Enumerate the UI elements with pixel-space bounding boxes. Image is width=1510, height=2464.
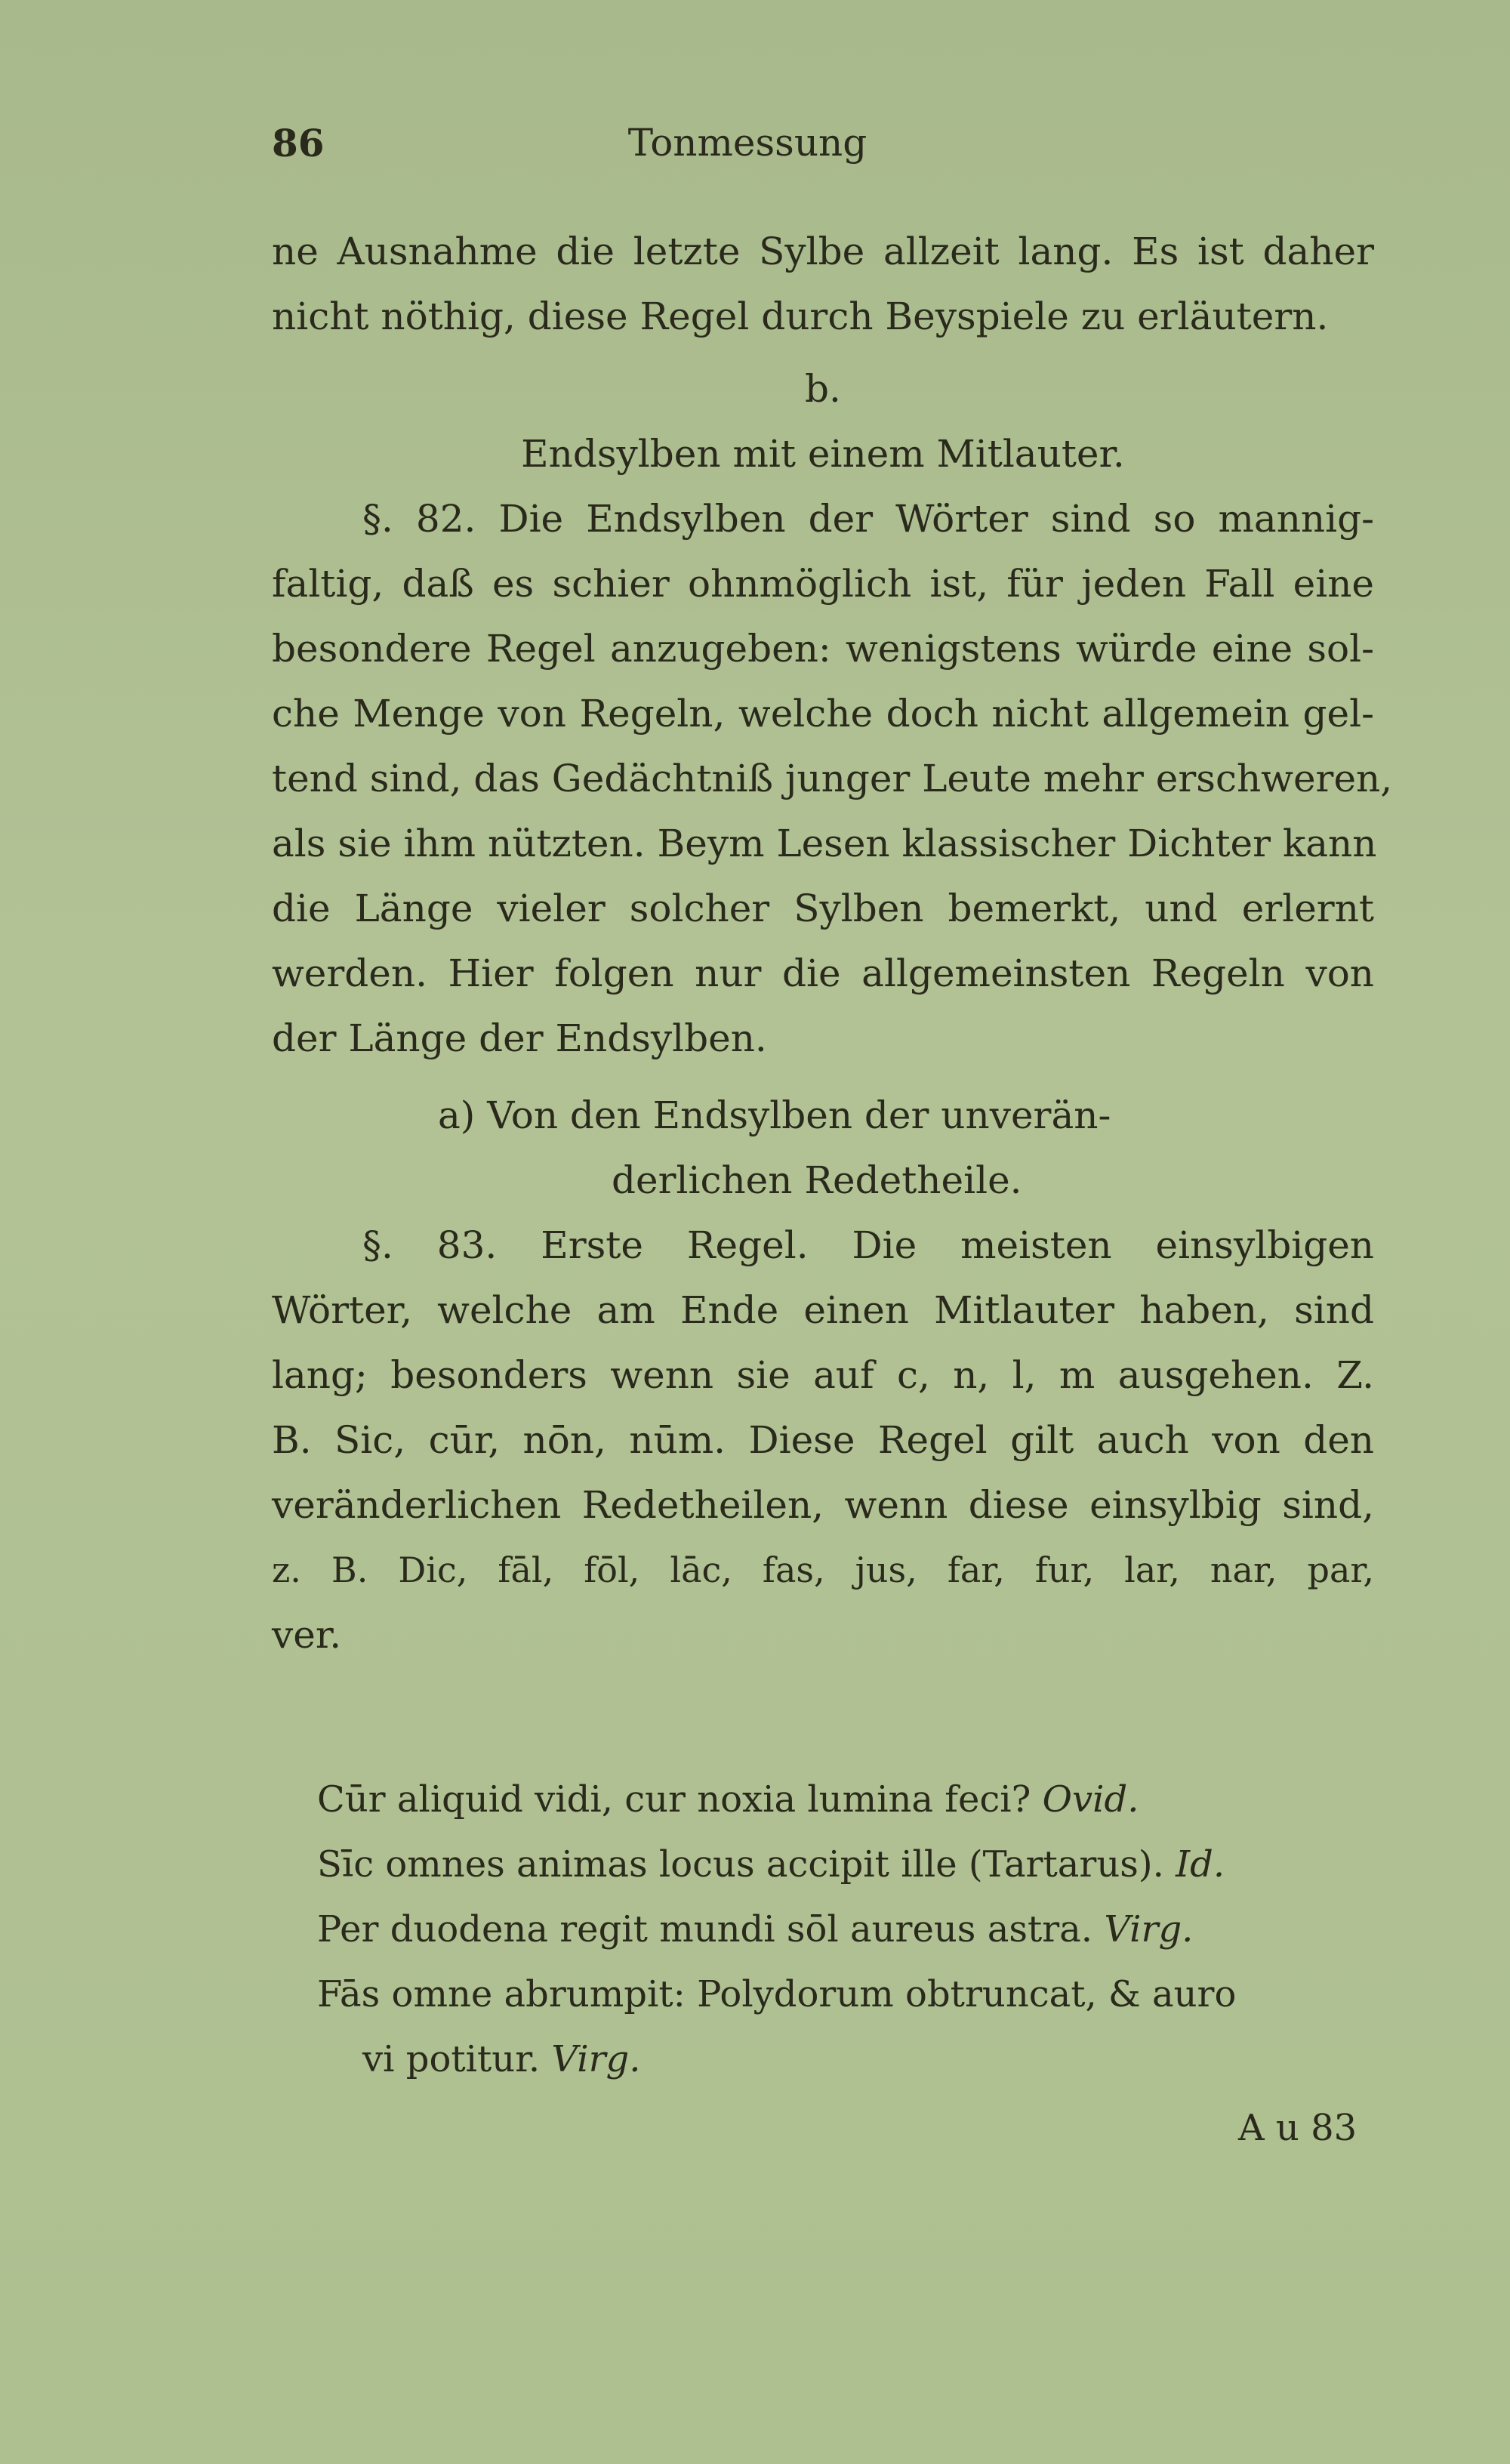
text-line: ne Ausnahme die letzte Sylbe allzeit lang. Es ist daher — [272, 230, 1374, 273]
paragraph-83-line: lang; besonders wenn sie auf c, n, l, m ausgehen. Z. — [272, 1353, 1374, 1397]
latin-quotations — [317, 1767, 1374, 2092]
quote-source: Ovid. — [1042, 1778, 1139, 1821]
running-head: Tonmessung — [627, 121, 867, 165]
paragraph-82-line: die Länge vieler solcher Sylben bemerkt, und erlernt — [272, 887, 1374, 930]
paragraph-83-line: z. B. Dic, fāl, fōl, lāc, fas, jus, far, fur, lar, nar, par, — [272, 1550, 1374, 1590]
paragraph-83-line: §. 83. Erste Regel. Die meisten einsylbigen — [362, 1223, 1374, 1267]
paragraph-83-line: veränderlichen Redetheilen, wenn diese einsylbig sind, — [272, 1483, 1374, 1527]
quote-line — [317, 1897, 1374, 1962]
paragraph-82-line: §. 82. Die Endsylben der Wörter sind so mannig- — [362, 497, 1374, 541]
page-body — [272, 219, 1393, 1667]
paragraph-82-line: besondere Regel anzugeben: wenigstens würde eine sol- — [272, 627, 1374, 671]
quote-source: Id. — [1176, 1843, 1225, 1886]
paragraph-83-line: Wörter, welche am Ende einen Mitlauter haben, sind — [272, 1288, 1374, 1332]
page-header — [272, 121, 1223, 181]
paragraph-82-line: faltig, daß es schier ohnmöglich ist, für jeden Fall eine — [272, 562, 1374, 606]
subheading-line: derlichen Redetheile. — [612, 1158, 1022, 1202]
quote-text: Cūr aliquid vidi, cur noxia lumina feci? — [317, 1778, 1031, 1821]
quote-text: Sīc omnes animas locus accipit ille (Tartarus). — [317, 1843, 1164, 1886]
quote-line — [317, 1962, 1374, 2027]
quote-source: Virg. — [551, 2038, 641, 2080]
paragraph-83-line: ver. — [272, 1613, 342, 1657]
quote-line — [317, 1832, 1374, 1897]
paragraph-82-line: che Menge von Regeln, welche doch nicht allgemein gel- — [272, 692, 1374, 735]
paragraph-82-line: der Länge der Endsylben. — [272, 1016, 767, 1060]
paragraph-82-line: werden. Hier folgen nur die allgemeinsten Regeln von — [272, 951, 1374, 995]
catchword: A u 83 — [1238, 2107, 1357, 2149]
paragraph-82-line: als sie ihm nützten. Beym Lesen klassischer Dichter kann — [272, 822, 1377, 865]
paragraph-83-line: B. Sic, cūr, nōn, nūm. Diese Regel gilt auch von den — [272, 1418, 1374, 1462]
quote-text: Per duodena regit mundi sōl aureus astra. — [317, 1908, 1093, 1951]
subheading-line: a) Von den Endsylben der unverän- — [438, 1093, 1111, 1137]
page-number: 86 — [272, 121, 325, 165]
section-letter: b. — [805, 367, 841, 411]
text-line: nicht nöthig, diese Regel durch Beyspiele zu erläutern. — [272, 295, 1329, 338]
section-title: Endsylben mit einem Mitlauter. — [521, 432, 1125, 476]
quote-text: Fās omne abrumpit: Polydorum obtruncat, & auro — [317, 1973, 1237, 2015]
quote-source: Virg. — [1104, 1908, 1194, 1951]
quote-line — [317, 2027, 1374, 2092]
paragraph-82-line: tend sind, das Gedächtniß junger Leute mehr erschweren, — [272, 757, 1393, 800]
quote-text: vi potitur. — [362, 2038, 541, 2080]
quote-line — [317, 1767, 1374, 1832]
